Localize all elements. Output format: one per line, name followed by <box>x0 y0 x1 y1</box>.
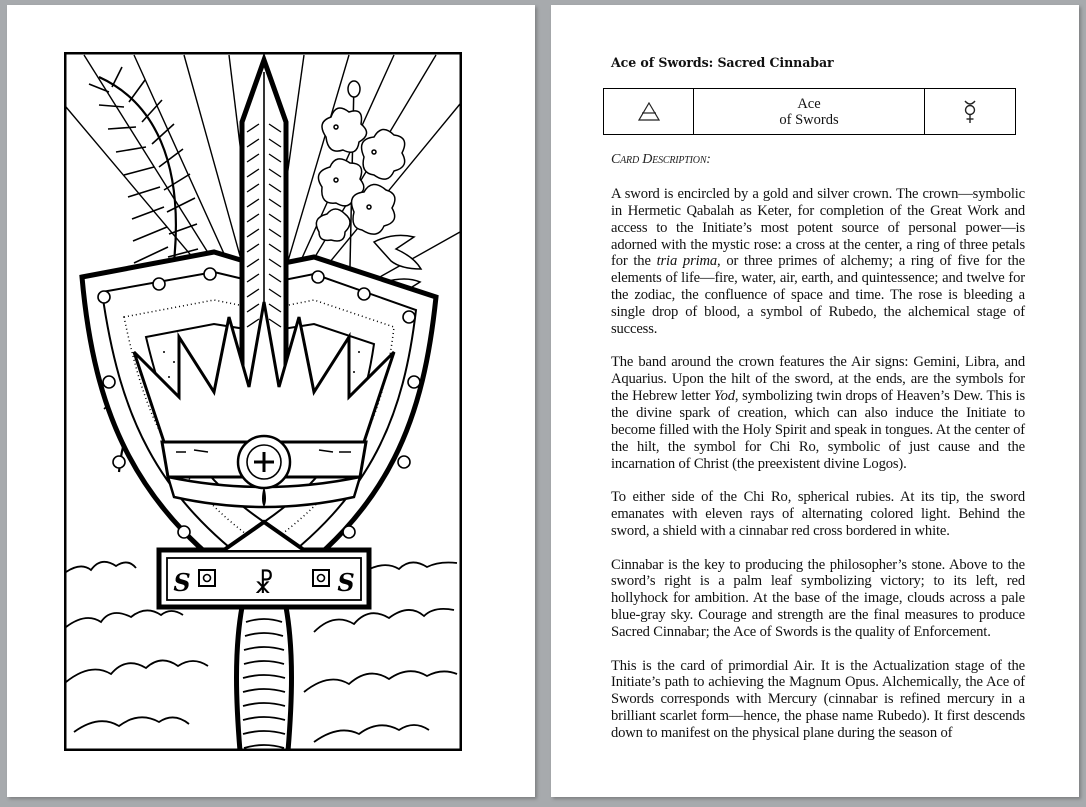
paragraph-text: A sword is encircled by a gold and silver crown. The crown—symbolic in Hermetic Qabalah as Keter, for completion of the Great Work and access to the Initiate’s most potent source of personal power—is adorned with the mystic rose: a cross at the center, a ring of three petals for the <box>611 186 1025 270</box>
planet-cell <box>925 89 1015 134</box>
card-title-cell <box>694 89 925 134</box>
element-cell <box>604 89 694 134</box>
page-left-illustration <box>7 5 535 797</box>
card-title-line2: of Swords <box>779 111 839 128</box>
paragraph-text: The band around the crown features the Air signs: Gemini, Libra, and Aquarius. Upon the hilt of the sword, at the ends, are the symbols for the Hebrew letter <box>611 354 1025 405</box>
sword-grip <box>237 607 292 751</box>
card-title-line1: Ace <box>797 95 821 112</box>
hilt-yod-right: S <box>337 568 355 597</box>
page-right-text <box>551 5 1079 797</box>
mercury-icon <box>963 100 977 124</box>
card-correspondence-table <box>603 88 1016 135</box>
paragraph-chi-ro: To either side of the Chi Ro, spherical rubies. At its tip, the sword emanates with eleven rays of alternating colored light. Behind the sword, a shield with a cinnabar red cross bordered in white. <box>611 489 1025 539</box>
ace-of-swords-art <box>64 52 462 751</box>
card-description-label: Card Description: <box>611 152 711 167</box>
card-description-body <box>611 186 1025 759</box>
page-heading: Ace of Swords: Sacred Cinnabar <box>611 55 834 70</box>
hilt-chi-rho: ☧ <box>253 570 275 600</box>
paragraph-text: , symbolizing twin drops of Heaven’s Dew. This is the divine spark of creation, which can also induce the Initiate to become filled with the Holy Spirit and speak in tongues. At the center of the hilt, the symbol for Chi Ro, symbolic of just cause and the incarnation of Christ (the preexistent divine Logos). <box>611 388 1025 472</box>
paragraph-band <box>611 354 1025 472</box>
hilt-yod-left: S <box>173 568 191 597</box>
paragraph-text: , or three primes of alchemy; a ring of five for the elements of life—fire, water, air, earth, and quintessence; and twelve for the zodiac, the confluence of space and time. The rose is bleeding a single drop of blood, a symbol of Rubedo, the alchemical stage of success. <box>611 253 1025 337</box>
paragraph-primordial-air: This is the card of primordial Air. It is the Actualization stage of the Initiate’s path to achieving the Magnum Opus. Alchemically, the Ace of Swords corresponds with Mercury (cinnabar is refined mercury in a brilliant scarlet form—hence, the phase name Rubedo). It first descends down to manifest on the physical plane during the season of <box>611 657 1025 741</box>
italic-term-yod: Yod <box>713 388 735 405</box>
paragraph-crown <box>611 186 1025 338</box>
italic-term-tria-prima: tria prima <box>656 253 718 270</box>
air-triangle-icon <box>638 102 660 122</box>
card-illustration <box>64 52 462 751</box>
paragraph-cinnabar: Cinnabar is the key to producing the philosopher’s stone. Above to the sword’s right is a palm leaf symbolizing victory; to its left, red hollyhock for ambition. At the base of the image, clouds across a pale blue-gray sky. Courage and strength are the final measures to produce Sacred Cinnabar; the Ace of Swords is the quality of Enforcement. <box>611 556 1025 640</box>
